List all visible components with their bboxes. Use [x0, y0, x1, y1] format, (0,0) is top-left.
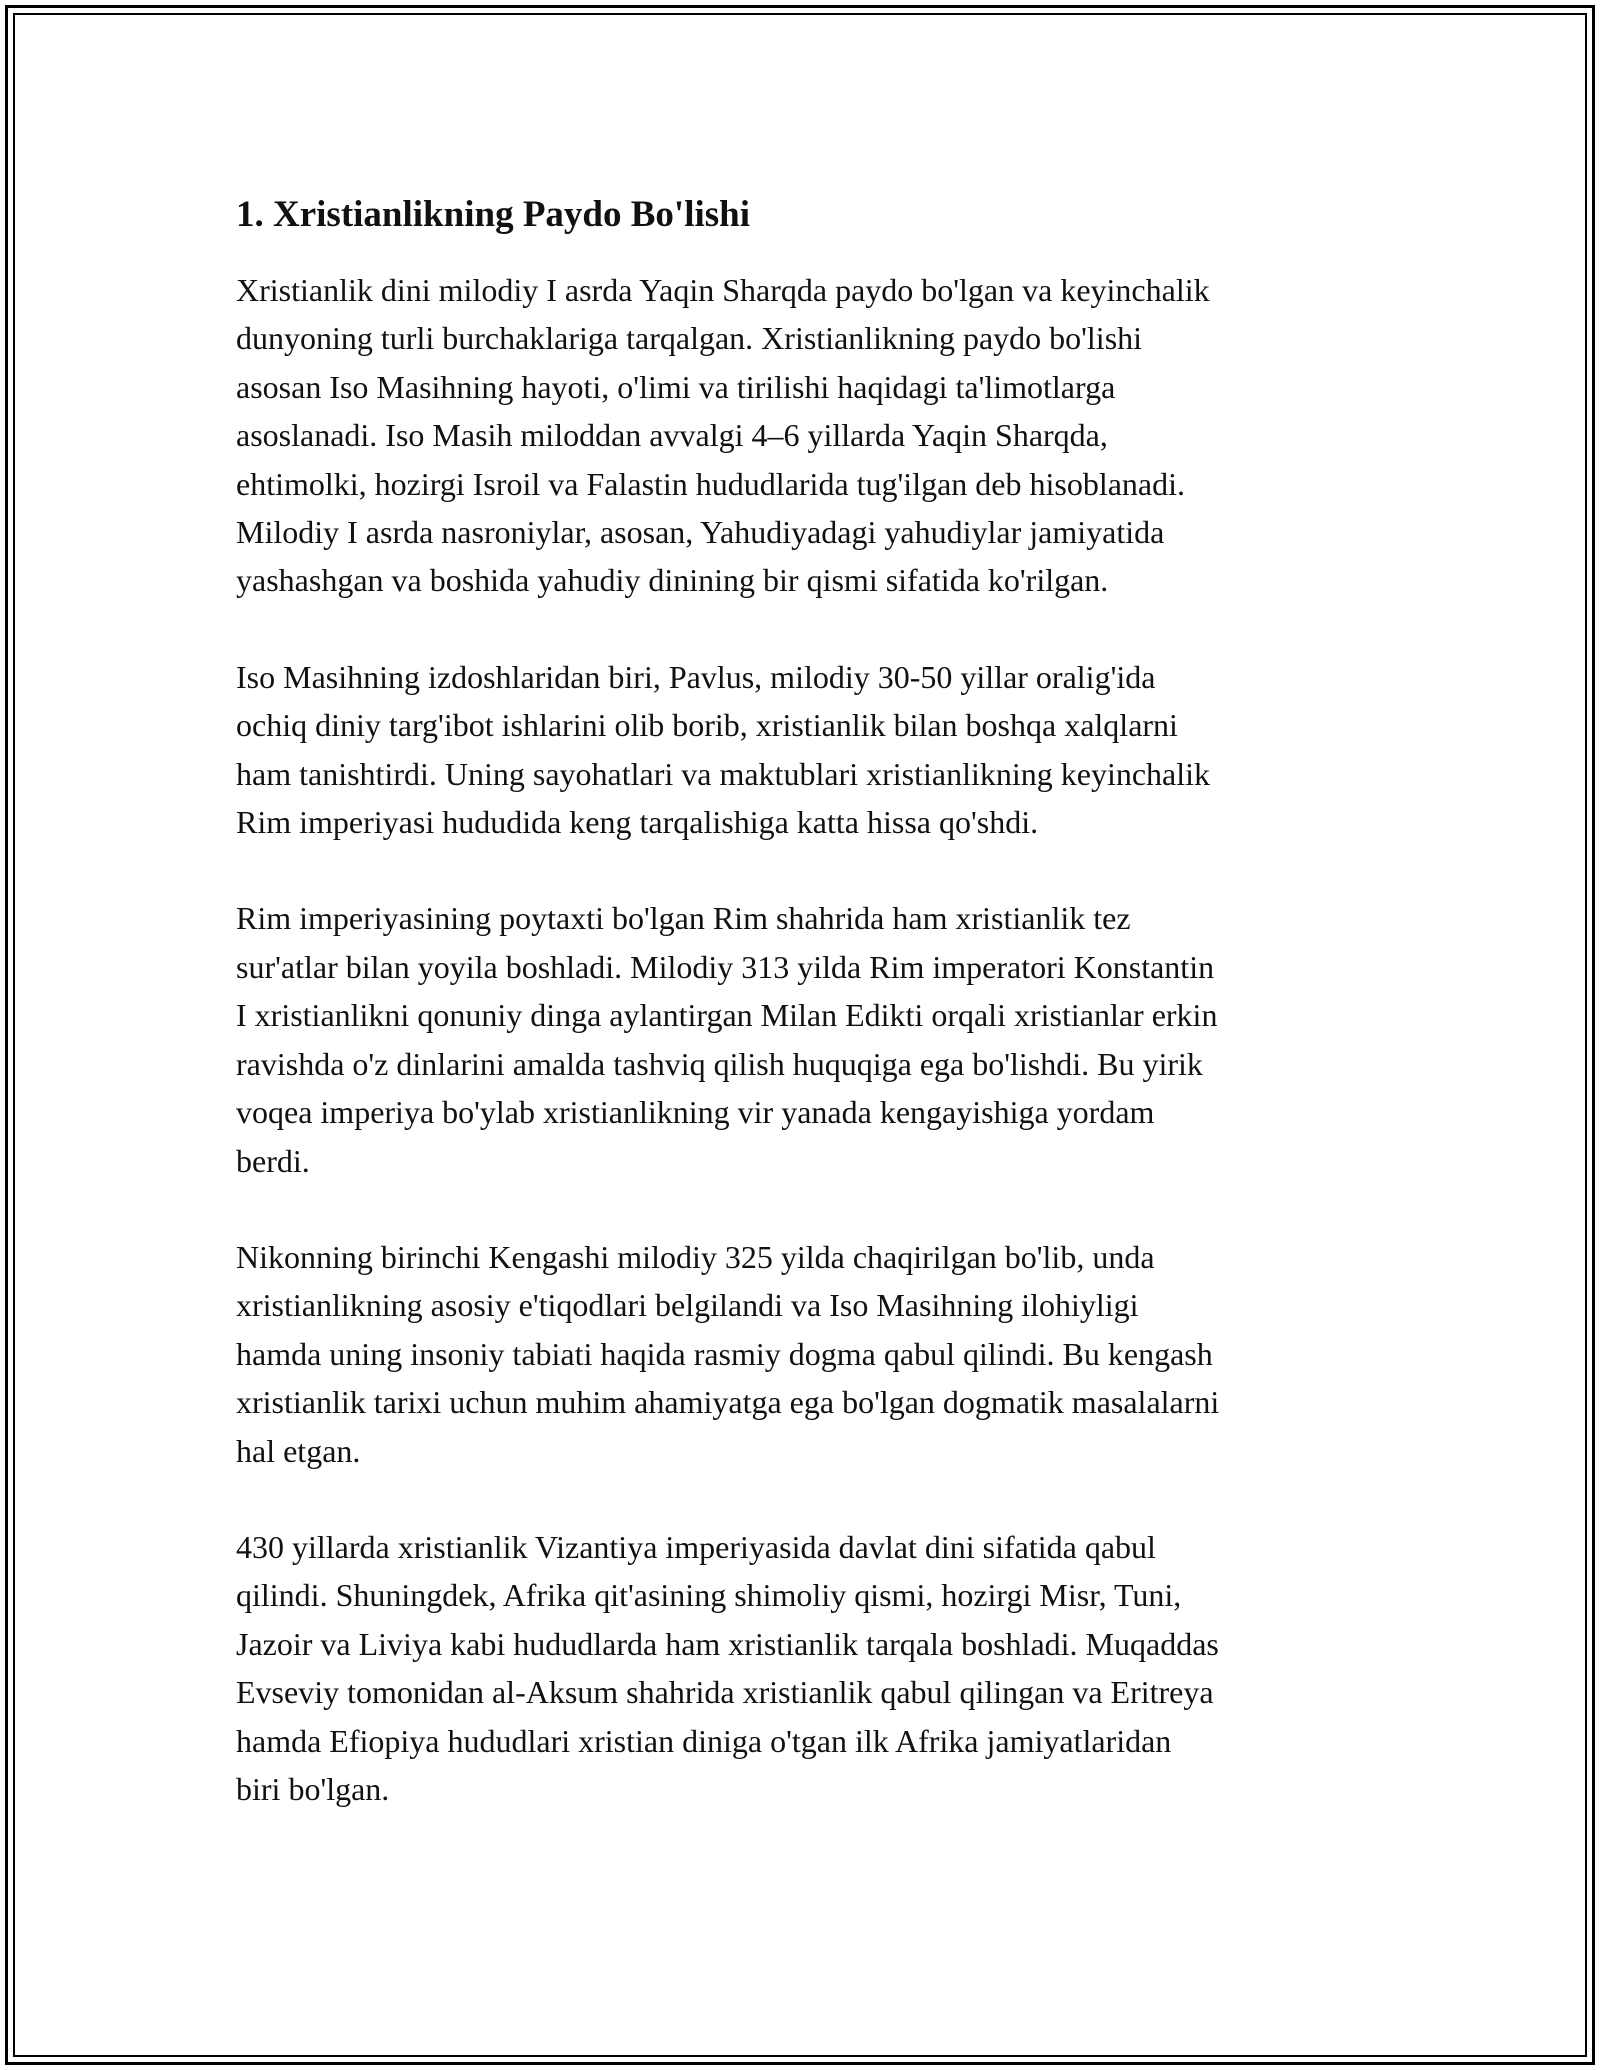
paragraph-line: asosan Iso Masihning hayoti, o'limi va tirilishi haqidagi ta'limotlarga: [236, 368, 1116, 405]
document-body: [236, 190, 1376, 1861]
paragraph-line: I xristianlikni qonuniy dinga aylantirgan Milan Edikti orqali xristianlar erkin: [236, 997, 1218, 1034]
paragraph-line: ehtimolki, hozirgi Isroil va Falastin hududlarida tug'ilgan deb hisoblanadi.: [236, 465, 1186, 502]
paragraph-pavlus: [236, 653, 1376, 847]
paragraph-line: ochiq diniy targ'ibot ishlarini olib borib, xristianlik bilan boshqa xalqlarni: [236, 707, 1178, 744]
paragraph-byzantium-africa: [236, 1523, 1376, 1813]
paragraph-line: asoslanadi. Iso Masih miloddan avvalgi 4–6 yillarda Yaqin Sharqda,: [236, 417, 1108, 454]
paragraph-line: hamda uning insoniy tabiati haqida rasmiy dogma qabul qilindi. Bu kengash: [236, 1335, 1213, 1372]
paragraph-line: Jazoir va Liviya kabi hududlarda ham xristianlik tarqala boshladi. Muqaddas: [236, 1625, 1219, 1662]
paragraph-line: hal etgan.: [236, 1432, 361, 1469]
paragraph-line: 430 yillarda xristianlik Vizantiya imperiyasida davlat dini sifatida qabul: [236, 1528, 1156, 1565]
paragraph-rome: [236, 894, 1376, 1184]
paragraph-line: biri bo'lgan.: [236, 1770, 390, 1807]
paragraph-line: voqea imperiya bo'ylab xristianlikning vir yanada kengayishiga yordam: [236, 1094, 1155, 1131]
paragraph-line: qilindi. Shuningdek, Afrika qit'asining shimoliy qismi, hozirgi Misr, Tuni,: [236, 1577, 1182, 1614]
paragraph-line: Nikonning birinchi Kengashi milodiy 325 yilda chaqirilgan bo'lib, unda: [236, 1238, 1155, 1275]
paragraph-line: hamda Efiopiya hududlari xristian diniga o'tgan ilk Afrika jamiyatlaridan: [236, 1722, 1172, 1759]
paragraph-line: ravishda o'z dinlarini amalda tashviq qilish huquqiga ega bo'lishdi. Bu yirik: [236, 1045, 1203, 1082]
paragraph-line: Rim imperiyasi hududida keng tarqalishiga katta hissa qo'shdi.: [236, 804, 1039, 841]
paragraph-line: sur'atlar bilan yoyila boshladi. Milodiy 313 yilda Rim imperatori Konstantin: [236, 948, 1215, 985]
paragraph-line: Iso Masihning izdoshlaridan biri, Pavlus, milodiy 30-50 yillar oralig'ida: [236, 658, 1156, 695]
section-heading: 1. Xristianlikning Paydo Bo'lishi: [236, 194, 751, 235]
paragraph-line: xristianlikning asosiy e'tiqodlari belgilandi va Iso Masihning ilohiyligi: [236, 1287, 1139, 1324]
paragraph-line: yashashgan va boshida yahudiy dinining bir qismi sifatida ko'rilgan.: [236, 562, 1109, 599]
paragraph-line: Xristianlik dini milodiy I asrda Yaqin Sharqda paydo bo'lgan va keyinchalik: [236, 272, 1210, 308]
paragraph-line: xristianlik tarixi uchun muhim ahamiyatga ega bo'lgan dogmatik masalalarni: [236, 1384, 1220, 1421]
paragraph-origins: [236, 266, 1376, 605]
paragraph-line: Rim imperiyasining poytaxti bo'lgan Rim shahrida ham xristianlik tez: [236, 900, 1131, 937]
paragraph-nicaea: [236, 1233, 1376, 1475]
paragraph-line: dunyoning turli burchaklariga tarqalgan. Xristianlikning paydo bo'lishi: [236, 320, 1143, 357]
paragraph-line: Evseviy tomonidan al-Aksum shahrida xristianlik qabul qilingan va Eritreya: [236, 1674, 1214, 1711]
paragraph-line: berdi.: [236, 1142, 310, 1179]
paragraph-line: Milodiy I asrda nasroniylar, asosan, Yahudiyadagi yahudiylar jamiyatida: [236, 514, 1165, 551]
paragraph-line: ham tanishtirdi. Uning sayohatlari va maktublari xristianlikning keyinchalik: [236, 755, 1211, 792]
